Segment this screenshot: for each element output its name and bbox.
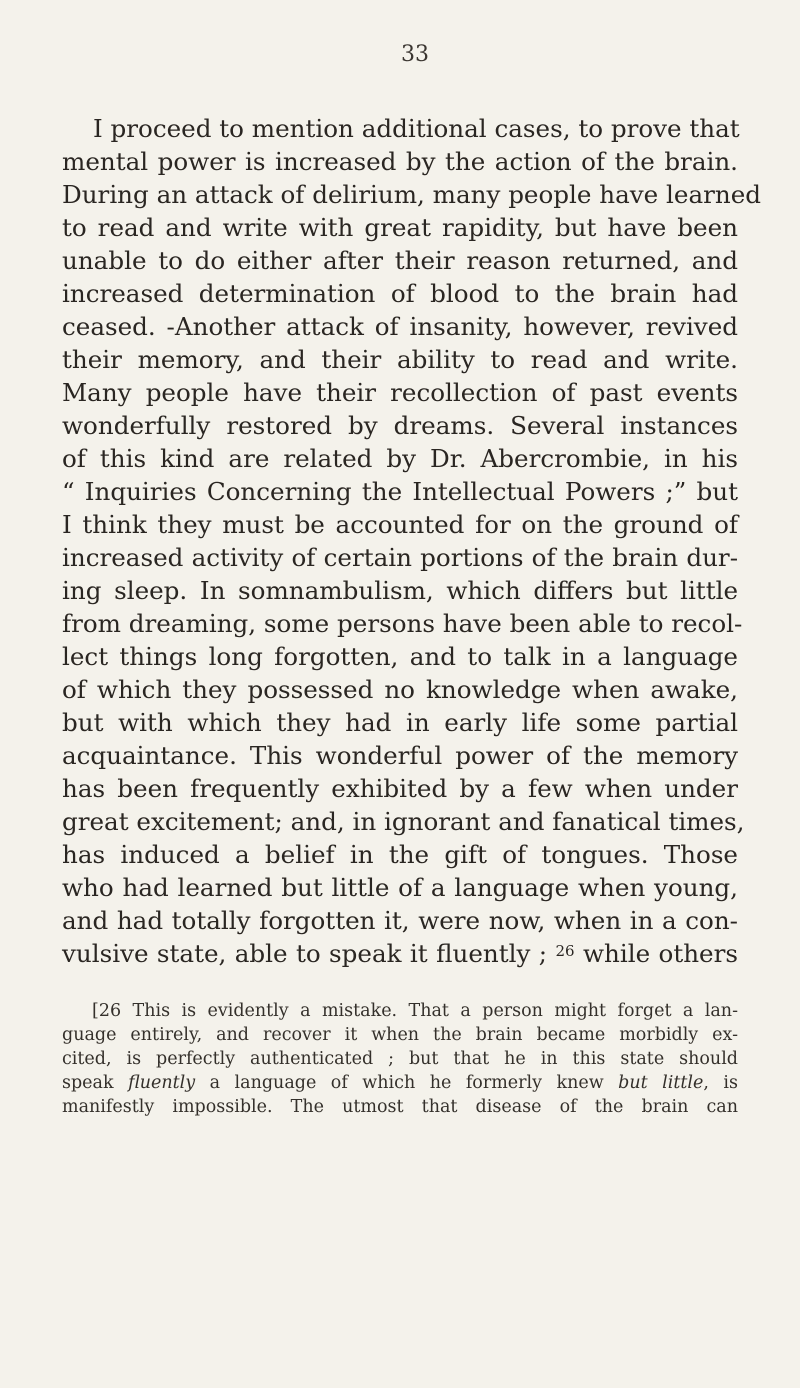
body-line: to read and write with great rapidity, but have been [62,213,738,242]
body-line: During an attack of delirium, many people have learned [62,180,762,209]
body-line-text: vulsive state, able to speak it fluently ; [62,939,548,968]
body-line: of this kind are related by Dr. Abercrombie, in his [62,444,738,473]
body-line: wonderfully restored by dreams. Several instances [62,411,738,440]
body-line: acquaintance. This wonderful power of the memory [62,741,738,770]
body-line: ceased. -Another attack of insanity, however, revived [62,312,738,341]
body-line: mental power is increased by the action of the brain. [62,147,738,176]
footnote-line: manifestly impossible. The utmost that disease of the brain can [62,1097,738,1117]
footnote-text: a language of which he formerly knew [195,1073,619,1093]
footnote-emphasis: fluently [128,1073,196,1093]
footnote-text: speak [62,1073,129,1093]
body-line: increased determination of blood to the brain had [62,279,738,308]
body-line: of which they possessed no knowledge when awake, [62,675,738,704]
body-line: has been frequently exhibited by a few when under [62,774,738,803]
body-line-with-footnote-ref [62,937,738,971]
footnote-line: cited, is perfectly authenticated ; but that he in this state should [62,1049,738,1069]
body-line: unable to do either after their reason returned, and [62,246,738,275]
body-line: from dreaming, some persons have been able to recol- [62,609,743,638]
body-line: who had learned but little of a language when young, [62,873,738,902]
body-line: but with which they had in early life some partial [62,708,738,737]
body-line: I proceed to mention additional cases, to prove that [93,114,740,143]
footnote-line: [26 This is evidently a mistake. That a person might forget a lan- [92,1001,738,1021]
page-number: 33 [401,42,429,67]
footnote-text: , is [703,1073,738,1093]
footnote-reference: 26 [555,942,575,960]
body-line: has induced a belief in the gift of tongues. Those [62,840,738,869]
body-line: I think they must be accounted for on the ground of [62,510,738,539]
body-line: “ Inquiries Concerning the Intellectual Powers ;” but [62,477,738,506]
body-line: increased activity of certain portions of the brain dur- [62,543,738,572]
body-line: Many people have their recollection of past events [62,378,738,407]
body-line: and had totally forgotten it, were now, when in a con- [62,906,738,935]
footnote-emphasis: but little [618,1073,704,1093]
body-line-text: while others [582,939,738,968]
footnote-line: guage entirely, and recover it when the brain became morbidly ex- [62,1025,738,1045]
body-line: lect things long forgotten, and to talk in a language [62,642,738,671]
body-line: ing sleep. In somnambulism, which differs but little [62,576,738,605]
body-line: great excitement; and, in ignorant and fanatical times, [62,807,745,836]
body-line: their memory, and their ability to read and write. [62,345,738,374]
